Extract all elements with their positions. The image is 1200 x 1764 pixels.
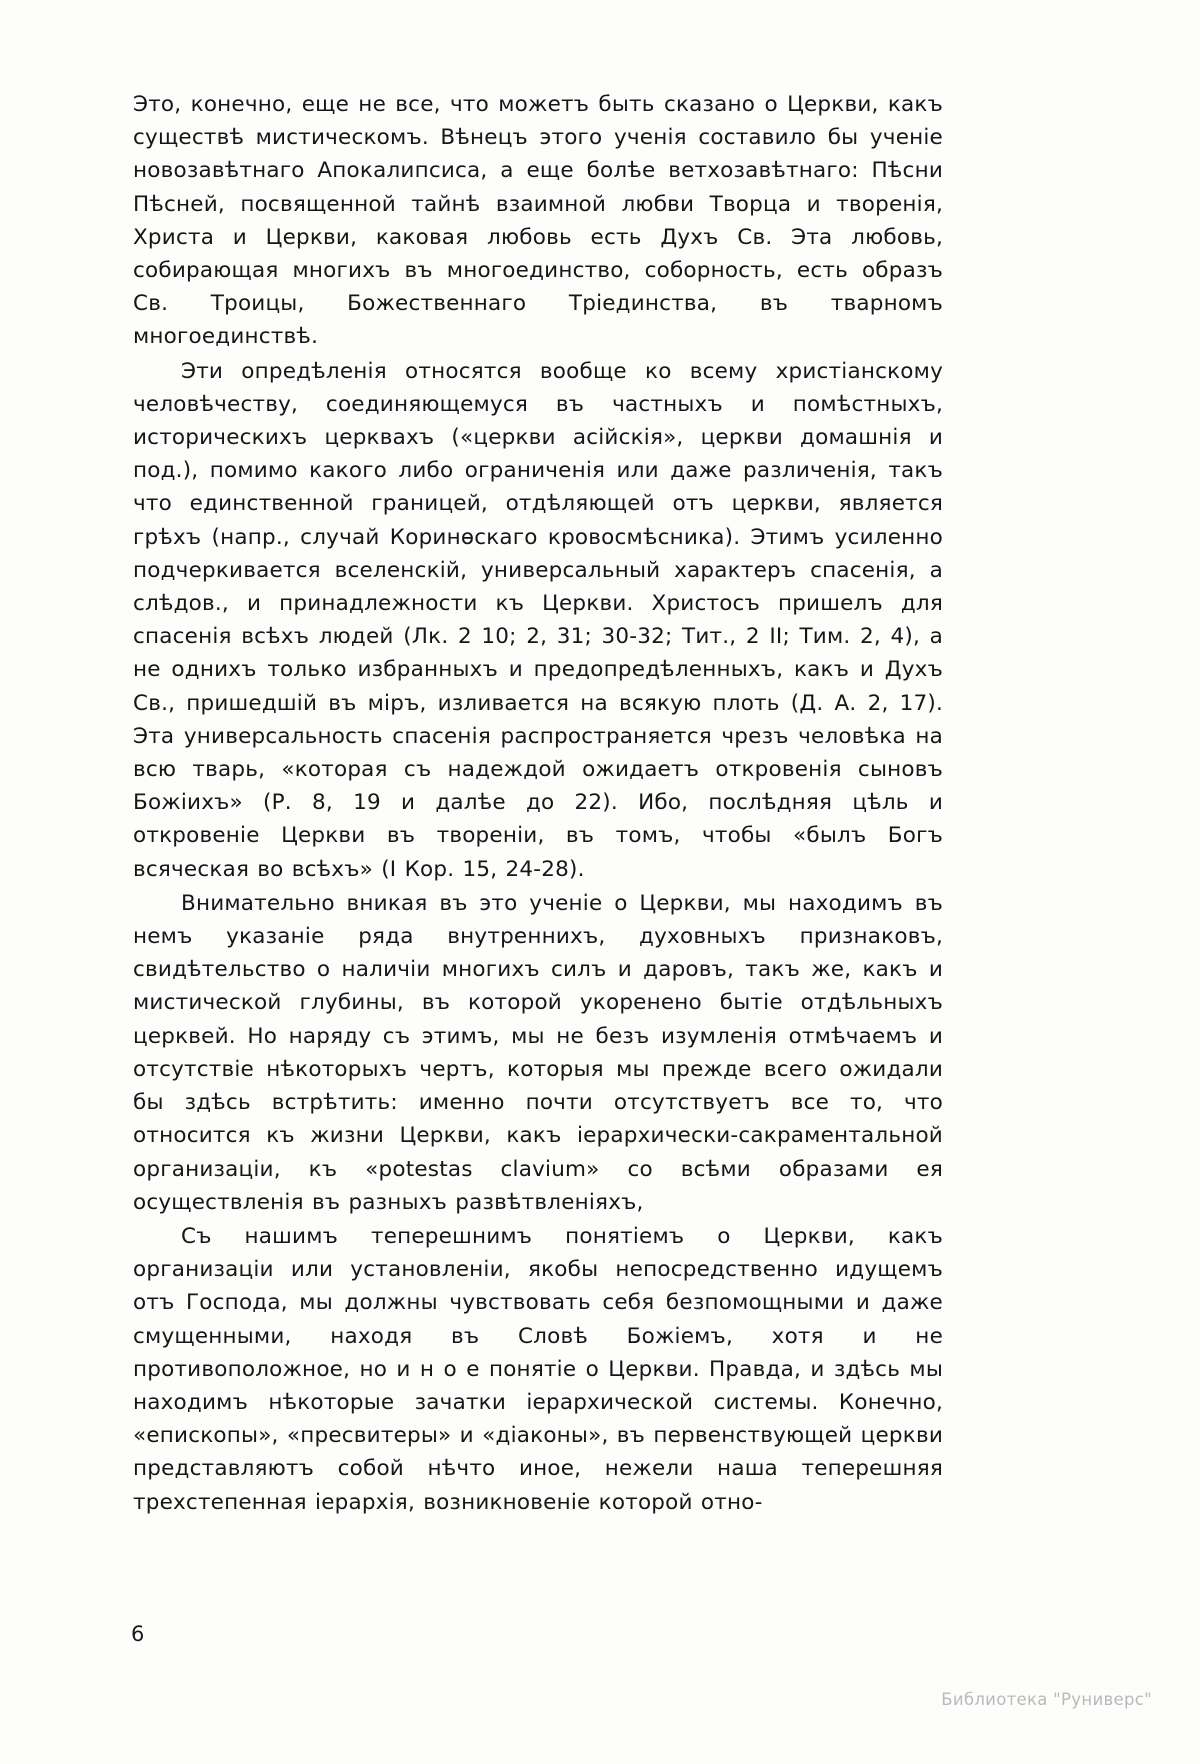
body-text-column: [133, 88, 943, 1520]
paragraph-4: Съ нашимъ теперешнимъ понятіемъ о Церкви, какъ организаціи или установленіи, якобы непосредственно идущемъ отъ Господа, мы должны чувствовать себя безпомощными и даже смущенными, находя въ Словѣ Божіемъ, хотя и не противоположное, но и н о е понятіе о Церкви. Правда, и здѣсь мы находимъ нѣкоторые зачатки іерархической системы. Конечно, «епископы», «пресвитеры» и «діаконы», въ первенствующей церкви представляютъ собой нѣчто иное, нежели наша теперешняя трехстепенная іерархія, возникновеніе которой отно-: [133, 1223, 943, 1515]
paragraph-3: Внимательно вникая въ это ученіе о Церкви, мы находимъ въ немъ указаніе ряда внутреннихъ, духовныхъ признаковъ, свидѣтельство о наличіи многихъ силъ и даровъ, такъ же, какъ и мистической глубины, въ которой укоренено бытіе отдѣльныхъ церквей. Но наряду съ этимъ, мы не безъ изумленія отмѣчаемъ и отсутствіе нѣкоторыхъ чертъ, которыя мы прежде всего ожидали бы здѣсь встрѣтить: именно почти отсутствуетъ все то, что относится къ жизни Церкви, какъ іерархически-сакраментальной организаціи, къ «potestas clavium» со всѣми образами ея осуществленія въ разныхъ развѣтвленіяхъ,: [133, 890, 943, 1215]
paragraph-2: Эти опредѣленія относятся вообще ко всему христіанскому человѣчеству, соединяющемуся въ частныхъ и помѣстныхъ, историческихъ церквахъ («церкви асійскія», церкви домашнія и под.), помимо какого либо ограниченія или даже различенія, такъ что единственной границей, отдѣляющей отъ церкви, является грѣхъ (напр., случай Коринѳскаго кровосмѣсника). Этимъ усиленно подчеркивается вселенскій, универсальный характеръ спасенія, а слѣдов., и принадлежности къ Церкви. Христосъ пришелъ для спасенія всѣхъ людей (Лк. 2 10; 2, 31; 30-32; Тит., 2 II; Тим. 2, 4), а не однихъ только избранныхъ и предопредѣленныхъ, какъ и Духъ Св., пришедшій въ міръ, изливается на всякую плоть (Д. А. 2, 17). Эта универсальность спасенія распространяется чрезъ человѣка на всю тварь, «которая съ надеждой ожидаетъ откровенія сыновъ Божіихъ» (Р. 8, 19 и далѣе до 22). Ибо, послѣдняя цѣль и откровеніе Церкви въ твореніи, въ томъ, чтобы «былъ Богъ всяческая во всѣхъ» (I Кор. 15, 24-28).: [133, 358, 943, 882]
paragraph-1: Это, конечно, еще не все, что можетъ быть сказано о Церкви, какъ существѣ мистическомъ. Вѣнецъ этого ученія составило бы ученіе новозавѣтнаго Апокалипсиса, а еще болѣе ветхозавѣтнаго: Пѣсни Пѣсней, посвященной тайнѣ взаимной любви Творца и творенія, Христа и Церкви, каковая любовь есть Духъ Св. Эта любовь, собирающая многихъ въ многоединство, соборность, есть образъ Св. Троицы, Божественнаго Тріединства, въ тварномъ многоединствѣ.: [133, 92, 943, 350]
library-watermark: Библиотека "Руниверс": [941, 1690, 1152, 1709]
page-number: 6: [131, 1622, 145, 1646]
